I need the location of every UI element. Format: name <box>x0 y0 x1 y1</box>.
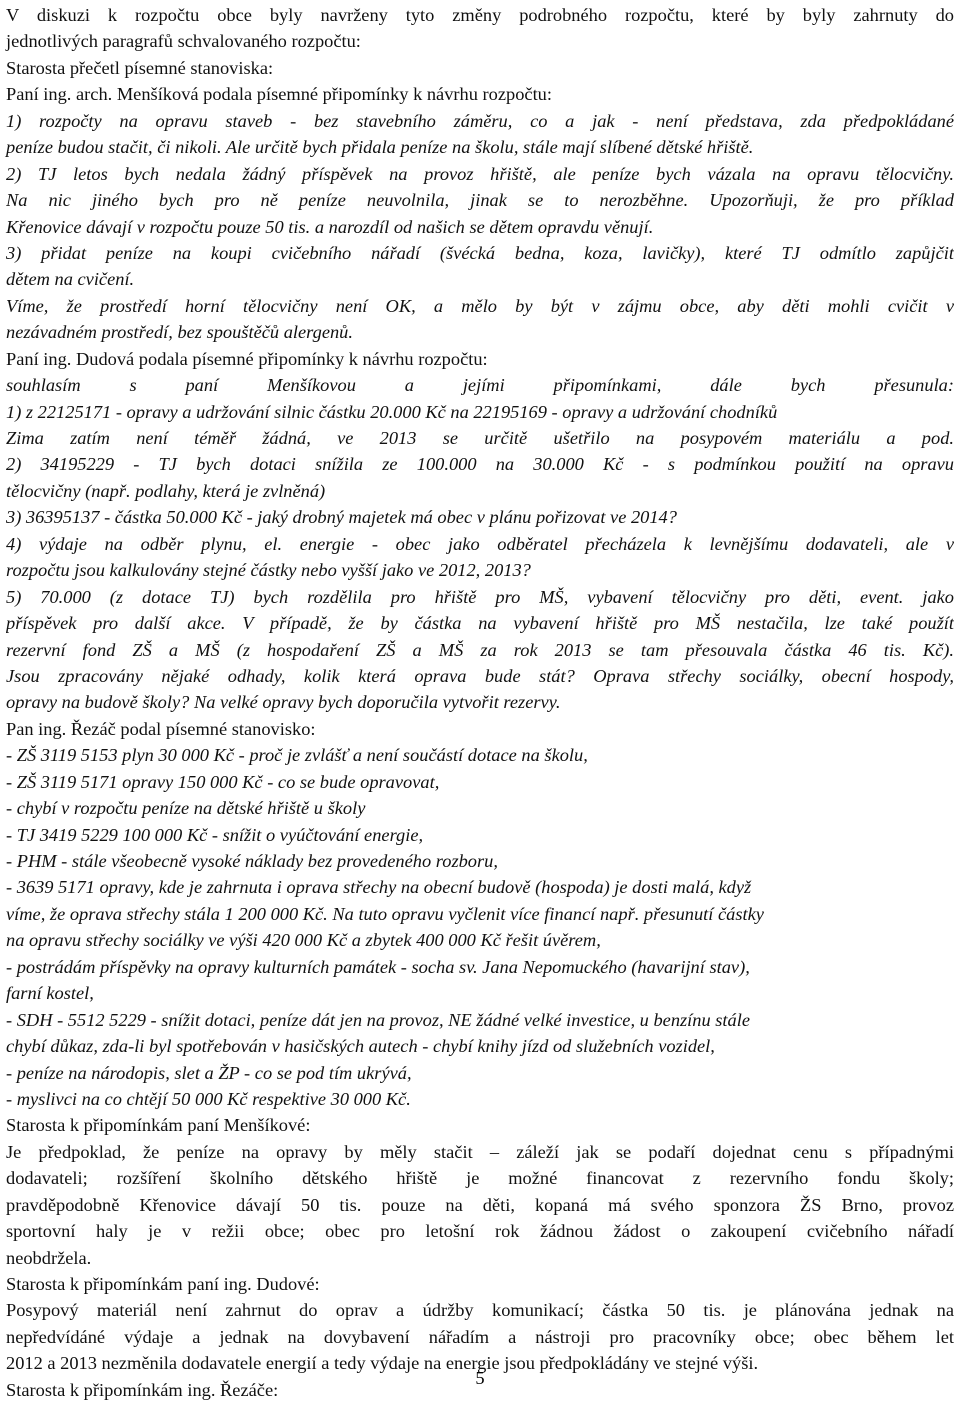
text-line <box>6 478 954 504</box>
text-line <box>6 1033 954 1059</box>
text-run: 2) 34195229 - TJ bych dotaci snížila ze 100.000 na 30.000 Kč - s podmínkou použití na opravu <box>6 454 954 475</box>
text-line <box>6 874 954 900</box>
text-line <box>6 1192 954 1218</box>
text-line <box>6 584 954 610</box>
text-line <box>6 742 954 768</box>
text-run: farní kostel, <box>6 983 94 1004</box>
text-line <box>6 240 954 266</box>
text-run: - ZŠ 3119 5153 plyn 30 000 Kč - proč je zvlášť a není součástí dotace na školu, <box>6 745 588 766</box>
text-line <box>6 1271 954 1297</box>
text-run: dětem na cvičení. <box>6 269 135 290</box>
text-run: víme, že oprava střechy stála 1 200 000 Kč. Na tuto opravu vyčlenit více financí např. přesunutí částky <box>6 903 764 924</box>
text-run: neobdržela. <box>6 1247 92 1268</box>
text-run: Posypový materiál není zahrnut do oprav a údržby komunikací; částka 50 tis. je plánována jednak na <box>6 1300 954 1321</box>
text-line <box>6 1218 954 1244</box>
text-run: - PHM - stále všeobecně vysoké náklady bez provedeného rozboru, <box>6 851 498 871</box>
text-line <box>6 266 954 292</box>
text-line <box>6 1060 954 1086</box>
text-run: Starosta přečetl písemné stanoviska: <box>6 57 274 78</box>
text-run: Paní ing. arch. Menšíková podala písemné připomínky k návrhu rozpočtu: <box>6 84 552 105</box>
text-line <box>6 927 954 953</box>
text-line <box>6 637 954 663</box>
text-line <box>6 795 954 821</box>
text-line <box>6 610 954 636</box>
text-run: Starosta k připomínkám paní ing. Dudové: <box>6 1274 320 1294</box>
text-run: - peníze na národopis, slet a ŽP - co se pod tím ukrývá, <box>6 1062 412 1083</box>
text-line <box>6 81 954 107</box>
text-line <box>6 161 954 187</box>
text-run: 1) rozpočty na opravu staveb - bez stavebního záměru, co a jak - není představa, zda předpokládané <box>6 110 954 131</box>
text-run: souhlasím s paní Menšíkovou a jejími připomínkami, dále bych přesunula: <box>6 375 954 396</box>
text-line <box>6 848 954 874</box>
text-line <box>6 1165 954 1191</box>
text-line <box>6 134 954 160</box>
text-line <box>6 769 954 795</box>
text-run: Zima zatím není téměř žádná, ve 2013 se určitě ušetřilo na posypovém materiálu a pod. <box>6 428 954 448</box>
text-line <box>6 55 954 81</box>
text-run: rezervní fond ZŠ a MŠ (z hospodaření ZŠ a MŠ za rok 2013 se tam přesouvala částka 46 tis. Kč). <box>6 639 954 660</box>
text-run: na opravu střechy sociálky ve výši 420 000 Kč a zbytek 400 000 Kč řešit úvěrem, <box>6 930 601 951</box>
text-run: Pan ing. Řezáč podal písemné stanovisko: <box>6 718 316 739</box>
text-line <box>6 1086 954 1112</box>
text-line <box>6 822 954 848</box>
text-run: jednotlivých paragrafů schvalovaného rozpočtu: <box>6 31 361 52</box>
text-run: nepředvídáné výdaje a jednak na dovybavení nářadím a nástroji pro pracovníky obce; obec během let <box>6 1326 954 1347</box>
text-run: Starosta k připomínkám paní Menšíkové: <box>6 1115 311 1136</box>
text-run: peníze budou stačit, či nikoli. Ale určitě bych přidala peníze na školu, stále mají slíbené dětské hřiště. <box>6 137 754 158</box>
text-line <box>6 319 954 345</box>
text-line <box>6 531 954 557</box>
text-run: pravděpodobně Křenovice dávají 50 tis. pouze na děti, kopaná má svého sponzora ŽS Brno, provoz <box>6 1194 954 1215</box>
text-line <box>6 954 954 980</box>
text-run: rozpočtu jsou kalkulovány stejné částky nebo vyšší jako ve 2012, 2013? <box>6 560 531 581</box>
text-line <box>6 2 954 28</box>
text-run: V diskuzi k rozpočtu obce byly navrženy tyto změny podrobného rozpočtu, které by byly zahrnuty do <box>6 5 954 25</box>
text-line <box>6 689 954 715</box>
text-run: 3) 36395137 - částka 50.000 Kč - jaký drobný majetek má obec v plánu pořizovat ve 2014? <box>6 507 677 528</box>
text-run: - chybí v rozpočtu peníze na dětské hřiště u školy <box>6 798 366 819</box>
text-run: dodavateli; rozšíření školního dětského hřiště je možné financovat z rezervního fondu školy; <box>6 1168 954 1189</box>
text-line <box>6 663 954 689</box>
text-run: opravy na budově školy? Na velké opravy bych doporučila vytvořit rezervy. <box>6 692 561 713</box>
text-line <box>6 716 954 742</box>
text-line <box>6 1245 954 1271</box>
text-run: Křenovice dávají v rozpočtu pouze 50 tis. a narozdíl od našich se dětem opravdu věnují. <box>6 216 654 237</box>
text-run: 5) 70.000 (z dotace TJ) bych rozdělila pro hřiště pro MŠ, vybavení tělocvičny pro děti, event. jako <box>6 586 954 607</box>
text-line <box>6 372 954 398</box>
text-line <box>6 1112 954 1138</box>
text-line <box>6 901 954 927</box>
text-run: 1) z 22125171 - opravy a udržování silnic částku 20.000 Kč na 22195169 - opravy a udržování chodníků <box>6 401 778 422</box>
text-run: tělocvičny (např. podlahy, která je zvlněná) <box>6 480 326 501</box>
text-run: 4) výdaje na odběr plynu, el. energie - obec jako odběratel přecházela k levnějšímu dodavateli, ale v <box>6 533 954 554</box>
text-line <box>6 451 954 477</box>
text-run: - 3639 5171 opravy, kde je zahrnuta i oprava střechy na obecní budově (hospoda) je dosti malá, když <box>6 877 752 898</box>
text-line <box>6 1297 954 1323</box>
text-run: Starosta k připomínkám ing. Řezáče: <box>6 1379 279 1400</box>
document-body <box>6 2 954 1403</box>
text-run: 2) TJ letos bych nedala žádný příspěvek na provoz hřiště, ale peníze bych vázala na opravu tělocvičny. <box>6 163 954 184</box>
text-run: - SDH - 5512 5229 - snížit dotaci, peníze dát jen na provoz, NE žádné velké investice, u benzínu stále <box>6 1009 751 1030</box>
page-number: 5 <box>475 1368 485 1388</box>
text-line <box>6 425 954 451</box>
text-line <box>6 346 954 372</box>
text-line <box>6 504 954 530</box>
text-line <box>6 214 954 240</box>
text-run: Víme, že prostředí horní tělocvičny není OK, a mělo by být v zájmu obce, aby děti mohli cvičit v <box>6 295 954 316</box>
text-run: příspěvek pro další akce. V případě, že by částka na vybavení hřiště pro MŠ nestačila, lze také použít <box>6 613 954 634</box>
text-line <box>6 28 954 54</box>
text-run: 3) přidat peníze na koupi cvičebního nářadí (švécká bedna, koza, lavičky), které TJ odmítlo zapůjčit <box>6 242 954 263</box>
text-line <box>6 293 954 319</box>
text-run: - ZŠ 3119 5171 opravy 150 000 Kč - co se bude opravovat, <box>6 771 440 792</box>
text-line <box>6 399 954 425</box>
text-run: - TJ 3419 5229 100 000 Kč - snížit o vyúčtování energie, <box>6 824 424 845</box>
text-line <box>6 1324 954 1350</box>
text-line <box>6 108 954 134</box>
text-line <box>6 1139 954 1165</box>
text-run: sportovní haly je v režii obce; obec pro letošní rok žádnou žádost o zakoupení cvičebního nářadí <box>6 1221 954 1242</box>
text-run: nezávadném prostředí, bez spouštěčů alergenů. <box>6 322 353 343</box>
text-run: Je předpoklad, že peníze na opravy by měly stačit – záleží jak se podaří dojednat cenu s případnými <box>6 1141 954 1162</box>
text-line <box>6 980 954 1006</box>
text-run: 2012 a 2013 nezměnila dodavatele energií a tedy výdaje na energie jsou předpokládány ve stejné výši. <box>6 1353 759 1374</box>
text-line <box>6 187 954 213</box>
text-run: Jsou zpracovány nějaké odhady, kolik která oprava bude stát? Oprava střechy sociálky, obecní hospody, <box>6 665 954 686</box>
text-run: Paní ing. Dudová podala písemné připomínky k návrhu rozpočtu: <box>6 348 488 369</box>
text-line <box>6 557 954 583</box>
text-run: Na nic jiného bych pro ně peníze neuvolnila, jinak se to nerozběhne. Upozorňuji, že pro příklad <box>6 190 954 211</box>
text-run: - myslivci na co chtějí 50 000 Kč respektive 30 000 Kč. <box>6 1088 411 1109</box>
text-run: chybí důkaz, zda-li byl spotřebován v hasičských autech - chybí knihy jízd od služebních vozidel, <box>6 1036 715 1057</box>
text-line <box>6 1007 954 1033</box>
text-run: - postrádám příspěvky na opravy kulturních památek - socha sv. Jana Nepomuckého (havarijní stav), <box>6 956 750 977</box>
